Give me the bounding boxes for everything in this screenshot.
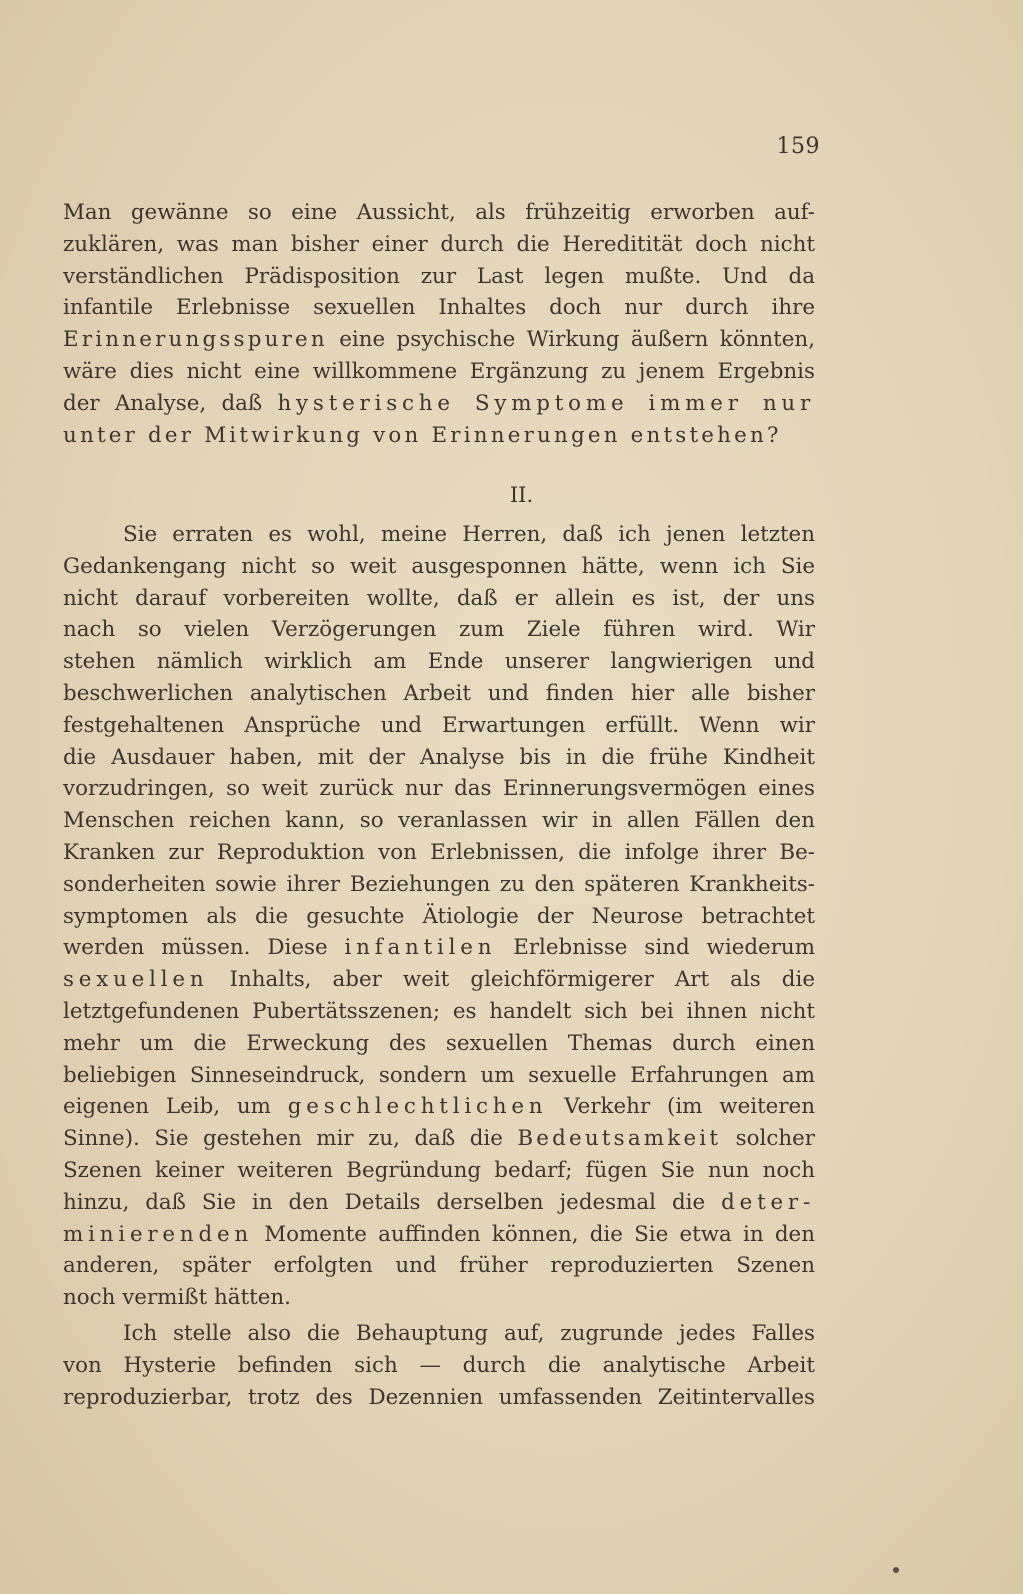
paragraph-3 [63,1318,815,1413]
text-line [63,932,815,964]
emphasis: unter der Mitwirkung von Erinnerungen entstehen? [63,422,782,448]
text-span: Sinne). Sie gestehen mir zu, daß die [63,1126,518,1152]
emphasis: Erinnerungsspuren [63,327,328,353]
text-span: Verkehr (im weiteren [547,1094,815,1120]
paragraph-1 [63,197,815,451]
text-line [63,420,815,452]
text-line: nicht darauf vorbereiten wollte, daß er allein es ist, der uns [63,585,815,611]
text-line: anderen, später erfolgten und früher reproduzierten Szenen [63,1253,815,1279]
text-line: sonderheiten sowie ihrer Beziehungen zu den späteren Krankheits- [63,871,815,897]
page-number: 159 [776,134,820,159]
emphasis: deter- [721,1189,815,1215]
text-line: beliebigen Sinneseindruck, sondern um sexuelle Erfahrungen am [63,1062,815,1088]
text-span: hinzu, daß Sie in den Details derselben jedesmal die [63,1189,722,1215]
text-line [63,1123,815,1155]
text-line: festgehaltenen Ansprüche und Erwartungen erfüllt. Wenn wir [63,712,815,738]
text-span: eine psychische Wirkung äußern könnten, [327,327,815,353]
text-line [63,964,815,996]
text-line: vorzudringen, so weit zurück nur das Erinnerungsvermögen eines [63,776,815,802]
text-span: eigenen Leib, um [63,1094,288,1120]
text-line: letztgefundenen Pubertätsszenen; es handelt sich bei ihnen nicht [63,998,815,1024]
text-line: Gedankengang nicht so weit ausgesponnen hätte, wenn ich Sie [63,553,815,579]
text-line [63,388,815,420]
text-line: Kranken zur Reproduktion von Erlebnissen, die infolge ihrer Be- [63,839,815,865]
text-line [63,1091,815,1123]
emphasis: Bedeutsamkeit [517,1126,722,1152]
emphasis: infantilen [344,935,497,961]
text-line: stehen nämlich wirklich am Ende unserer langwierigen und [63,649,815,675]
paragraph-2 [63,519,815,1314]
section-heading: II. [509,483,534,507]
text-line [63,324,815,356]
text-line: Man gewänne so eine Aussicht, als frühzeitig erworben auf- [63,200,815,225]
text-line: beschwerlichen analytischen Arbeit und finden hier alle bisher [63,680,815,706]
text-line: infantile Erlebnisse sexuellen Inhaltes doch nur durch ihre [63,295,815,321]
text-line: Sie erraten es wohl, meine Herren, daß ich jenen letzten [123,522,815,547]
text-line: mehr um die Erweckung des sexuellen Themas durch einen [63,1030,815,1056]
text-line: Szenen keiner weiteren Begründung bedarf; fügen Sie nun noch [63,1157,815,1183]
text-line: nach so vielen Verzögerungen zum Ziele führen wird. Wir [63,617,815,643]
text-span: Momente auffinden können, die Sie etwa in den [253,1221,815,1247]
text-line [63,1187,815,1219]
text-line: die Ausdauer haben, mit der Analyse bis in die frühe Kindheit [63,744,815,770]
text-line: Menschen reichen kann, so veranlassen wir in allen Fällen den [63,808,815,834]
text-line: von Hysterie befinden sich — durch die analytische Arbeit [63,1352,815,1378]
text-line: wäre dies nicht eine willkommene Ergänzung zu jenem Ergebnis [63,358,815,384]
text-line: reproduzierbar, trotz des Dezennien umfassenden Zeitintervalles [63,1384,815,1410]
text-span: der Analyse, daß [63,390,278,416]
text-line: noch vermißt hätten. [63,1285,291,1311]
text-line [63,1219,815,1251]
emphasis: sexuellen [63,967,209,993]
text-line: zuklären, was man bisher einer durch die Hereditität doch nicht [63,231,815,257]
text-line: symptomen als die gesuchte Ätiologie der Neurose betrachtet [63,903,815,929]
emphasis: geschlechtlichen [287,1094,548,1120]
paper-speck [893,1567,899,1573]
text-span: solcher [721,1126,815,1152]
text-span: Inhalts, aber weit gleichförmigerer Art als die [208,967,815,993]
emphasis: minierenden [63,1221,253,1247]
emphasis: hysterische Symptome immer nur [277,390,815,416]
text-span: Erlebnisse sind wiederum [496,935,815,961]
text-span: werden müssen. Diese [63,935,345,961]
text-line: Ich stelle also die Behauptung auf, zugrunde jedes Falles [123,1321,815,1346]
text-line: verständlichen Prädisposition zur Last legen mußte. Und da [63,263,815,289]
